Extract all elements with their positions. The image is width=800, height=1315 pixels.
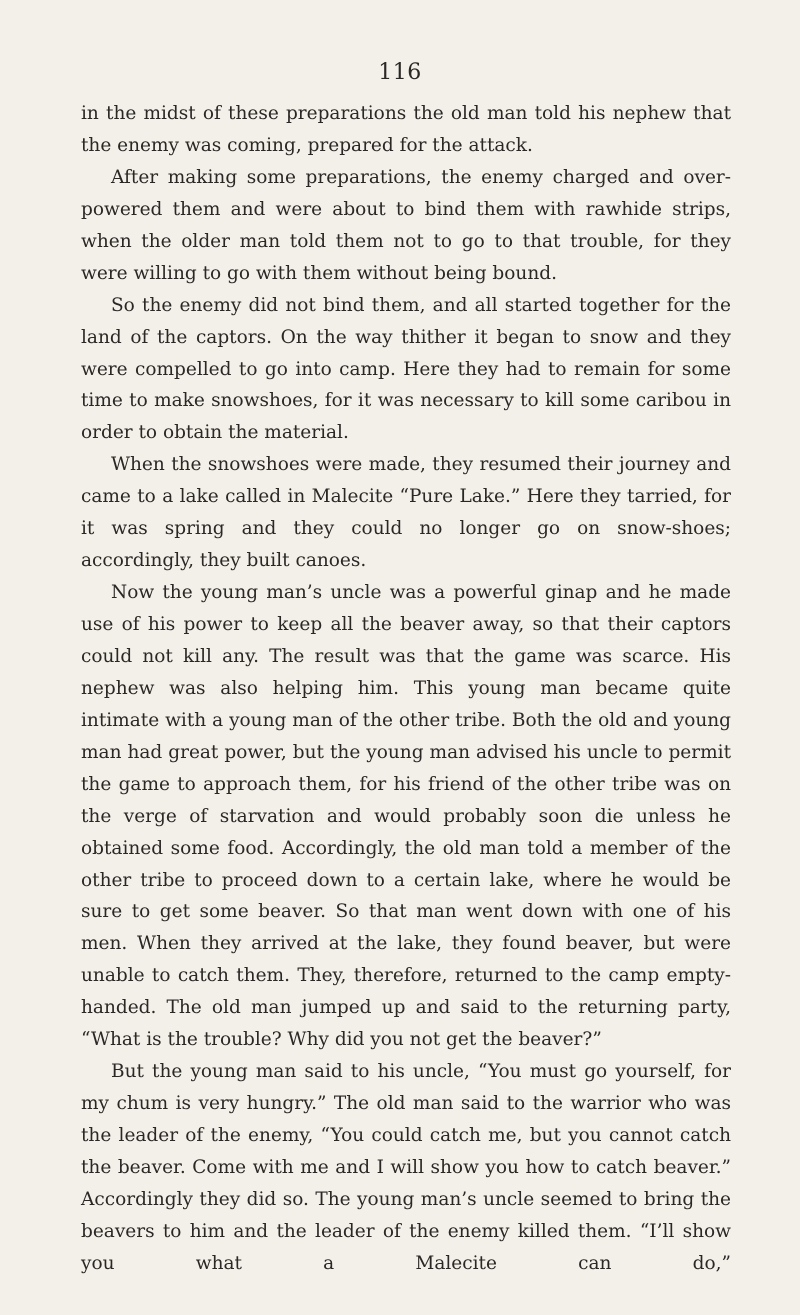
paragraph-4: When the snowshoes were made, they resumed their journey and came to a lake called in Malecite “Pure Lake.” Here they tarried, for it was spring and they could no longer go on snow-shoes; accordingly, they built canoes. <box>81 454 731 572</box>
paragraph-6: But the young man said to his uncle, “You must go yourself, for my chum is very hungry.” The old man said to the warrior who was the leader of the enemy, “You could catch me, but you cannot catch the beaver. Come with me and I will show you how to catch beaver.” Accordingly they did so. The young man’s uncle seemed to bring the beavers to him and the leader of the enemy killed them. “I’ll show you what a Malecite can do,” <box>81 1061 731 1274</box>
paragraph-5: Now the young man’s uncle was a powerful ginap and he made use of his power to keep all the beaver away, so that their captors could not kill any. The result was that the game was scarce. His nephew was also helping him. This young man became quite intimate with a young man of the other tribe. Both the old and young man had great power, but the young man advised his uncle to permit the game to approach them, for his friend of the other tribe was on the verge of starvation and would probably soon die unless he obtained some food. Accordingly, the old man told a member of the other tribe to proceed down to a certain lake, where he would be sure to get some beaver. So that man went down with one of his men. When they arrived at the lake, they found beaver, but were unable to catch them. They, therefore, returned to the camp empty-handed. The old man jumped up and said to the returning party, “What is the trouble? Why did you not get the beaver?” <box>81 582 731 1051</box>
paragraph-2: After making some preparations, the enemy charged and over-powered them and were about to bind them with rawhide strips, when the older man told them not to go to that trouble, for they were willing to go with them without being bound. <box>81 166 731 284</box>
body-text <box>81 98 731 1280</box>
paragraph-3: So the enemy did not bind them, and all started together for the land of the captors. On the way thither it began to snow and they were compelled to go into camp. Here they had to remain for some time to make snowshoes, for it was necessary to kill some caribou in order to obtain the material. <box>81 294 731 444</box>
paragraph-1: in the midst of these preparations the old man told his nephew that the enemy was coming, prepared for the attack. <box>81 103 731 156</box>
page-number: 116 <box>378 60 422 85</box>
